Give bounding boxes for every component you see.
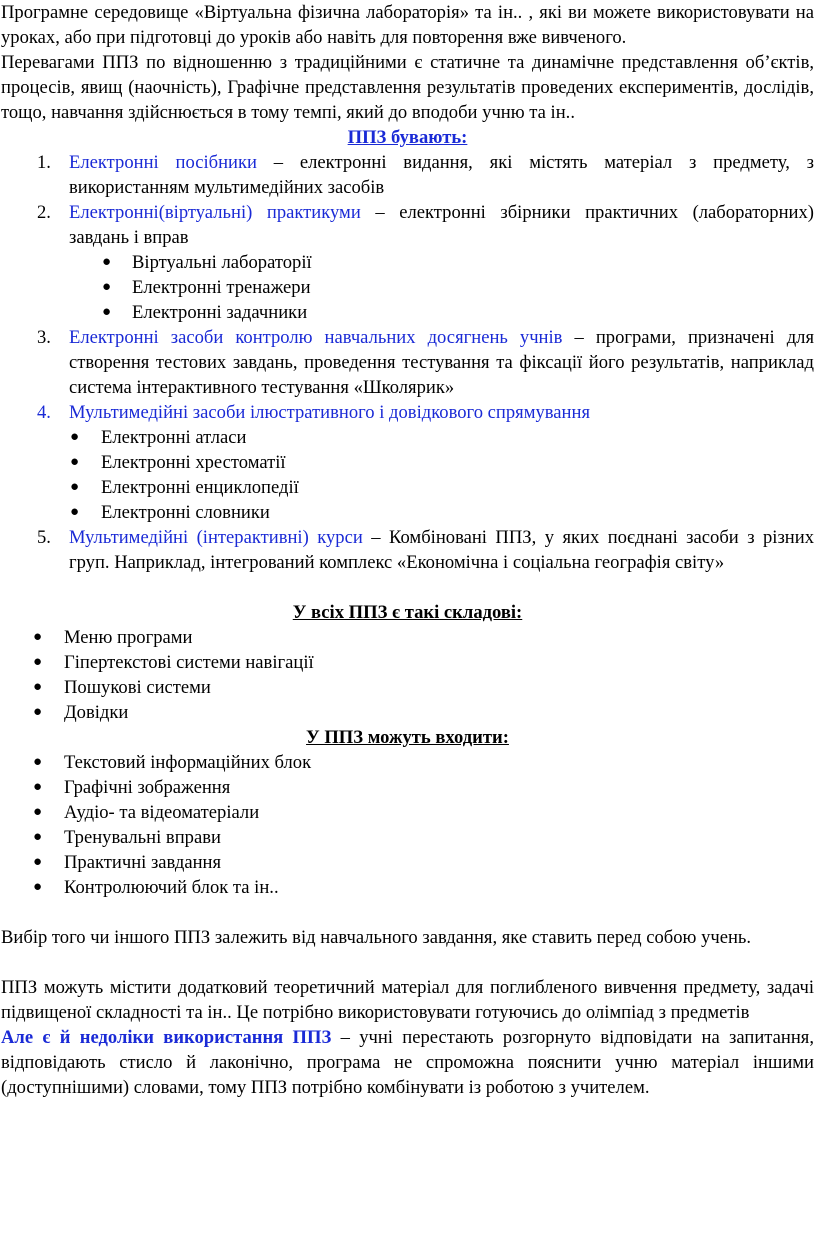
- list-number: 1.: [37, 152, 51, 173]
- list-number: 2.: [37, 202, 51, 223]
- intro-paragraph-2: Перевагами ППЗ по відношенню з традиційними є статичне та динамічне представлення об’єктів, процесів, явищ (наочність), Графічне представлення результатів проведених експериментів, дослідів, тощо, навчання здійснюється в тому темпі, який до вподоби учню та ін..: [1, 52, 814, 123]
- may-include-heading: У ППЗ можуть входити:: [306, 727, 509, 748]
- list-item: [1, 475, 814, 500]
- bullet-icon: ●: [33, 804, 43, 820]
- intro-paragraph-1: Програмне середовище «Віртуальна фізична лабораторія» та ін.. , які ви можете використовувати на уроках, або при підготовці до уроків або навіть для повторення вже вивченого.: [1, 2, 814, 48]
- term-description: – електронні збірники практичних (лабораторних) завдань і вправ: [69, 202, 814, 248]
- list-item-label: Електронні словники: [101, 502, 270, 523]
- bullet-icon: ●: [70, 479, 80, 495]
- list-item: [1, 650, 814, 675]
- bullet-icon: ●: [33, 854, 43, 870]
- list-item-label: Меню програми: [64, 627, 193, 648]
- term-description: – Комбіновані ППЗ, у яких поєднані засоби з різних груп. Наприклад, інтегрований комплекс «Економічна і соціальна географія світу»: [69, 527, 814, 573]
- bullet-icon: ●: [70, 504, 80, 520]
- practicum-sublist: [1, 250, 814, 325]
- list-item: [1, 750, 814, 775]
- types-heading: ППЗ бувають:: [347, 127, 468, 148]
- list-item-label: Електронні тренажери: [132, 277, 311, 298]
- term-description: – електронні видання, які містять матеріал з предмету, з використанням мультимедійних засобів: [69, 152, 814, 198]
- list-item-label: Контролюючий блок та ін..: [64, 877, 279, 898]
- list-item: [1, 400, 814, 425]
- list-item-label: Пошукові системи: [64, 677, 211, 698]
- term-label: Електронні(віртуальні) практикуми: [69, 202, 361, 223]
- list-item: [1, 825, 814, 850]
- list-item: [1, 875, 814, 900]
- list-item: [1, 150, 814, 200]
- list-item-label: Електронні хрестоматії: [101, 452, 286, 473]
- list-item-label: Електронні задачники: [132, 302, 308, 323]
- bullet-icon: ●: [33, 879, 43, 895]
- outro-paragraph-3: [1, 1025, 814, 1100]
- list-item: [1, 675, 814, 700]
- may-include-list: [1, 750, 814, 900]
- bullet-icon: ●: [33, 779, 43, 795]
- components-list: [1, 625, 814, 725]
- components-heading: У всіх ППЗ є такі складові:: [292, 602, 523, 623]
- term-label: Електронні засоби контролю навчальних досягнень учнів: [69, 327, 563, 348]
- term-label: Електронні посібники: [69, 152, 257, 173]
- bullet-icon: ●: [70, 454, 80, 470]
- outro-paragraph-1: Вибір того чи іншого ППЗ залежить від навчального завдання, яке ставить перед собою учень.: [1, 927, 752, 948]
- list-item: [1, 450, 814, 475]
- bullet-icon: ●: [33, 629, 43, 645]
- list-item: [1, 700, 814, 725]
- bullet-icon: ●: [70, 429, 80, 445]
- list-item-label: Електронні атласи: [101, 427, 247, 448]
- types-list-end: [1, 525, 814, 575]
- drawbacks-label: Але є й недоліки використання ППЗ: [1, 1027, 332, 1048]
- bullet-icon: ●: [102, 254, 112, 270]
- list-item-label: Графічні зображення: [64, 777, 231, 798]
- list-item-label: Гіпертекстові системи навігації: [64, 652, 314, 673]
- multimedia-sublist: [1, 425, 814, 525]
- list-item-label: Віртуальні лабораторії: [132, 252, 312, 273]
- list-item: [1, 625, 814, 650]
- list-item: [1, 525, 814, 575]
- types-list-continued: [1, 325, 814, 425]
- list-item: [1, 775, 814, 800]
- list-item-label: Практичні завдання: [64, 852, 222, 873]
- bullet-icon: ●: [33, 704, 43, 720]
- list-item: [1, 325, 814, 400]
- list-item: [1, 425, 814, 450]
- list-number: 4.: [37, 402, 51, 423]
- types-list: [1, 150, 814, 250]
- list-item-label: Електронні енциклопедії: [101, 477, 299, 498]
- list-item: [1, 500, 814, 525]
- term-label: Мультимедійні засоби ілюстративного і довідкового спрямування: [69, 402, 590, 423]
- drawbacks-text: – учні перестають розгорнуто відповідати на запитання, відповідають стисло й лаконічно, програма не спроможна пояснити учню матеріал іншими (доступнішими) словами, тому ППЗ потрібно комбінувати із роботою з учителем.: [1, 1027, 814, 1098]
- bullet-icon: ●: [33, 829, 43, 845]
- term-description: – програми, призначені для створення тестових завдань, проведення тестування та фіксації його результатів, наприклад система інтерактивного тестування «Школярик»: [69, 327, 815, 398]
- bullet-icon: ●: [33, 679, 43, 695]
- list-item: [1, 200, 814, 250]
- list-item: [1, 850, 814, 875]
- list-item-label: Тренувальні вправи: [64, 827, 221, 848]
- bullet-icon: ●: [33, 754, 43, 770]
- list-item-label: Довідки: [64, 702, 129, 723]
- list-item: [1, 250, 814, 275]
- bullet-icon: ●: [102, 304, 112, 320]
- bullet-icon: ●: [33, 654, 43, 670]
- list-number: 5.: [37, 527, 51, 548]
- bullet-icon: ●: [102, 279, 112, 295]
- list-item: [1, 275, 814, 300]
- list-item: [1, 800, 814, 825]
- list-number: 3.: [37, 327, 51, 348]
- term-label: Мультимедійні (інтерактивні) курси: [69, 527, 363, 548]
- list-item: [1, 300, 814, 325]
- list-item-label: Аудіо- та відеоматеріали: [64, 802, 260, 823]
- list-item-label: Текстовий інформаційних блок: [64, 752, 312, 773]
- outro-paragraph-2: ППЗ можуть містити додатковий теоретичний матеріал для поглибленого вивчення предмету, задачі підвищеної складності та ін.. Це потрібно використовувати готуючись до олімпіад з предметів: [1, 977, 814, 1023]
